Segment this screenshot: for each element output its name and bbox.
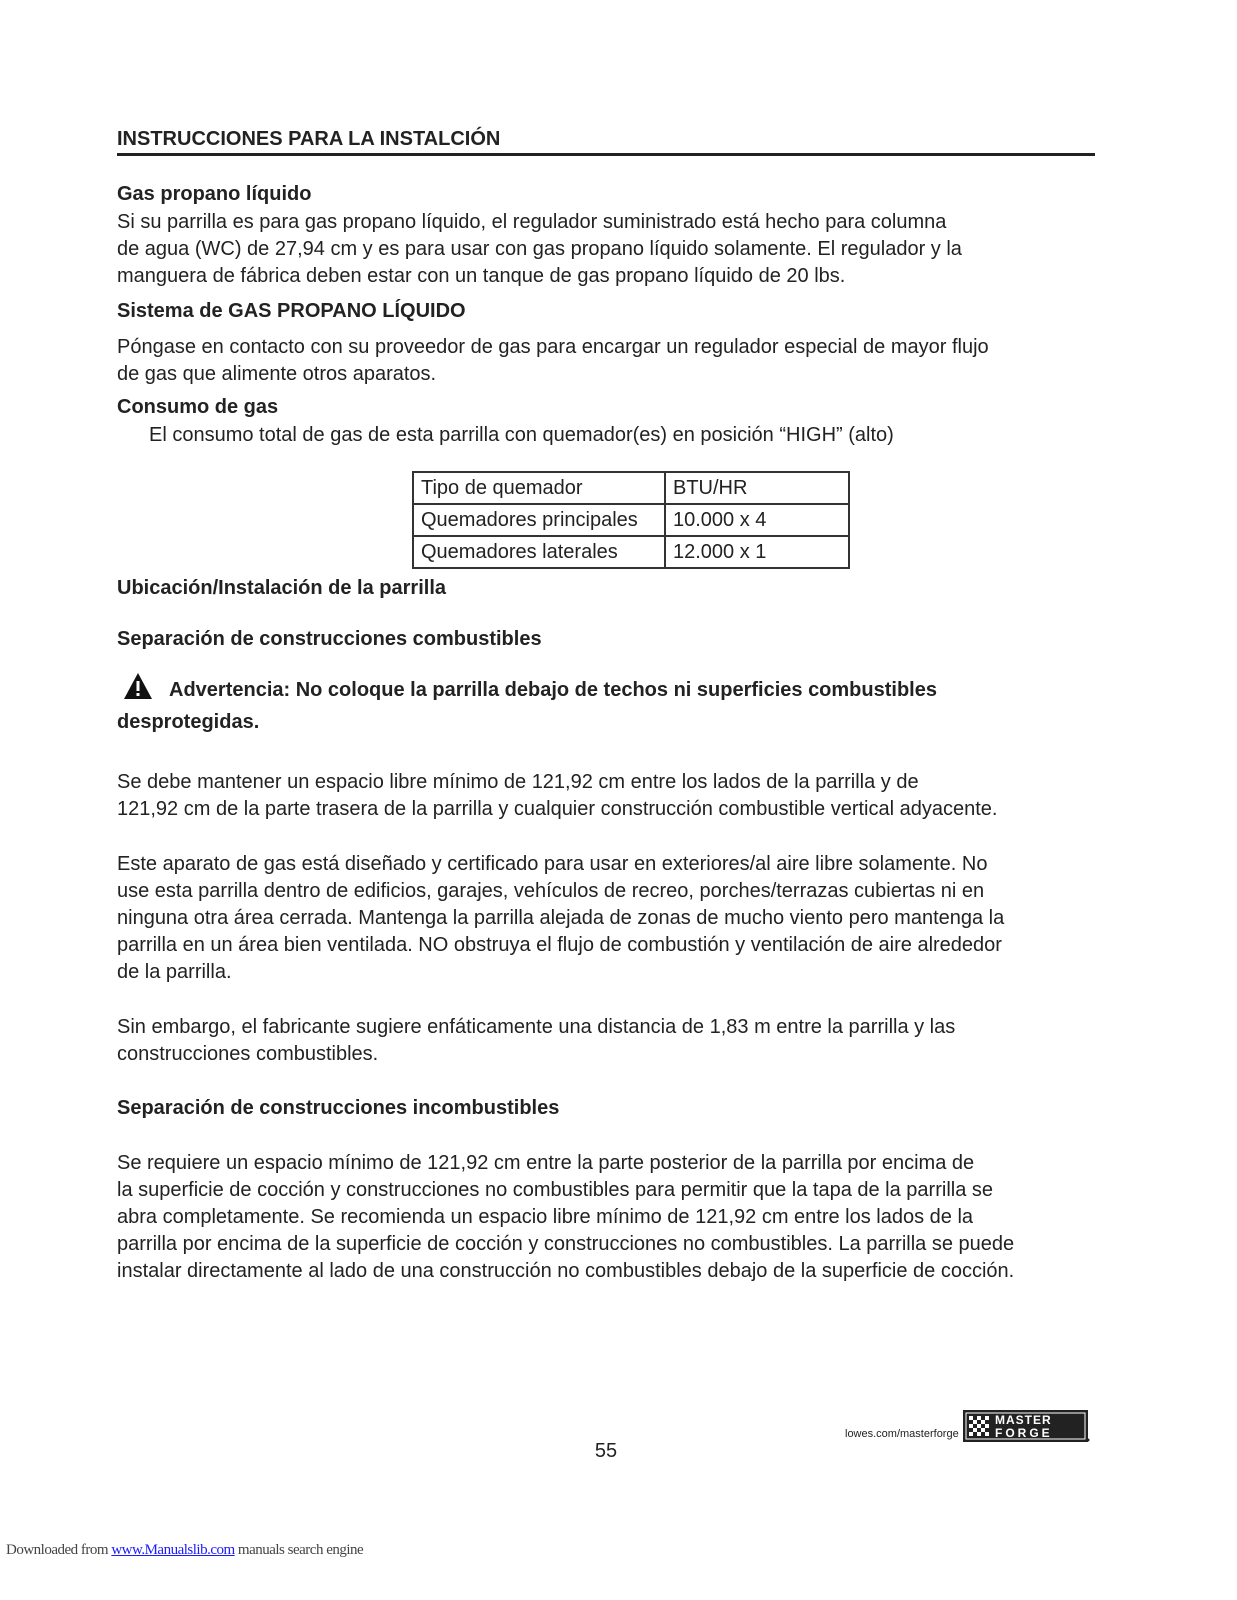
burner-table: [412, 471, 850, 569]
masterforge-logo: [963, 1410, 1090, 1442]
text-line: Se debe mantener un espacio libre mínimo de 121,92 cm entre los lados de la parrilla y de: [117, 771, 919, 793]
table-row: [413, 536, 849, 568]
table-cell: BTU/HR: [665, 472, 849, 504]
table-row: [413, 504, 849, 536]
warning-text: Advertencia: No coloque la parrilla debajo de techos ni superficies combustibles: [169, 679, 937, 701]
page-number: 55: [594, 1440, 618, 1462]
text-line: 121,92 cm de la parte trasera de la parrilla y cualquier construcción combustible vertical adyacente.: [117, 798, 998, 820]
logo-text-master: MASTER: [995, 1413, 1052, 1427]
paragraph-exteriores: [117, 851, 1097, 986]
text-line: abra completamente. Se recomienda un espacio libre mínimo de 121,92 cm entre los lados de la: [117, 1206, 974, 1228]
download-prefix: Downloaded from: [6, 1542, 112, 1558]
text-line: use esta parrilla dentro de edificios, garajes, vehículos de recreo, porches/terrazas cubiertas ni en: [117, 880, 985, 902]
text-line: parrilla por encima de la superficie de cocción y construcciones no combustibles. La parrilla se puede: [117, 1233, 1015, 1255]
text-line: de agua (WC) de 27,94 cm y es para usar con gas propano líquido solamente. El regulador y la: [117, 238, 962, 260]
table-cell: 12.000 x 1: [665, 536, 849, 568]
download-notice: [6, 1542, 363, 1559]
paragraph-distancia: [117, 1014, 1097, 1068]
warning-text-cont: desprotegidas.: [117, 711, 260, 733]
paragraph-sistema-gas: [117, 334, 1097, 388]
text-line: la superficie de cocción y construcciones no combustibles para permitir que la tapa de la parrilla se: [117, 1179, 994, 1201]
logo-text-forge: FORGE: [995, 1426, 1053, 1440]
text-line: ninguna otra área cerrada. Mantenga la parrilla alejada de zonas de mucho viento pero mantenga la: [117, 907, 1005, 929]
table-cell: Quemadores principales: [413, 504, 665, 536]
table-cell: 10.000 x 4: [665, 504, 849, 536]
section-title-separacion-combustibles: Separación de construcciones combustibles: [117, 628, 542, 650]
manualslib-link[interactable]: www.Manualslib.com: [111, 1542, 235, 1558]
table-row: [413, 472, 849, 504]
paragraph-incombustibles: [117, 1150, 1107, 1285]
text-line: parrilla en un área bien ventilada. NO obstruya el flujo de combustión y ventilación de aire alrededor: [117, 934, 1002, 956]
footer-url: lowes.com/masterforge: [845, 1428, 959, 1440]
section-title-ubicacion: Ubicación/Instalación de la parrilla: [117, 577, 446, 599]
table-cell: Tipo de quemador: [413, 472, 665, 504]
page-heading: INSTRUCCIONES PARA LA INSTALCIÓN: [117, 128, 1095, 156]
section-title-separacion-incombustibles: Separación de construcciones incombustibles: [117, 1097, 560, 1119]
text-line: Se requiere un espacio mínimo de 121,92 cm entre la parte posterior de la parrilla por encima de: [117, 1152, 975, 1174]
warning-icon: [123, 672, 153, 700]
section-title-gas-propano: Gas propano líquido: [117, 183, 312, 205]
text-line: instalar directamente al lado de una construcción no combustibles debajo de la superficie de cocción.: [117, 1260, 1015, 1282]
text-line: Este aparato de gas está diseñado y certificado para usar en exteriores/al aire libre solamente. No: [117, 853, 988, 875]
section-title-sistema-gas: Sistema de GAS PROPANO LÍQUIDO: [117, 300, 466, 322]
text-line: Sin embargo, el fabricante sugiere enfáticamente una distancia de 1,83 m entre la parrilla y las: [117, 1016, 956, 1038]
text-line: construcciones combustibles.: [117, 1043, 379, 1065]
paragraph-espacio-libre: [117, 769, 1097, 823]
section-title-consumo-gas: Consumo de gas: [117, 396, 279, 418]
text-line: de la parrilla.: [117, 961, 232, 983]
download-suffix: manuals search engine: [234, 1542, 364, 1558]
text-line: manguera de fábrica deben estar con un tanque de gas propano líquido de 20 lbs.: [117, 265, 846, 287]
table-cell: Quemadores laterales: [413, 536, 665, 568]
paragraph-gas-propano: [117, 209, 1097, 290]
text-line: Póngase en contacto con su proveedor de gas para encargar un regulador especial de mayor flujo: [117, 336, 989, 358]
consumo-gas-text: El consumo total de gas de esta parrilla con quemador(es) en posición “HIGH” (alto): [149, 424, 894, 446]
text-line: Si su parrilla es para gas propano líquido, el regulador suministrado está hecho para columna: [117, 211, 947, 233]
text-line: de gas que alimente otros aparatos.: [117, 363, 437, 385]
